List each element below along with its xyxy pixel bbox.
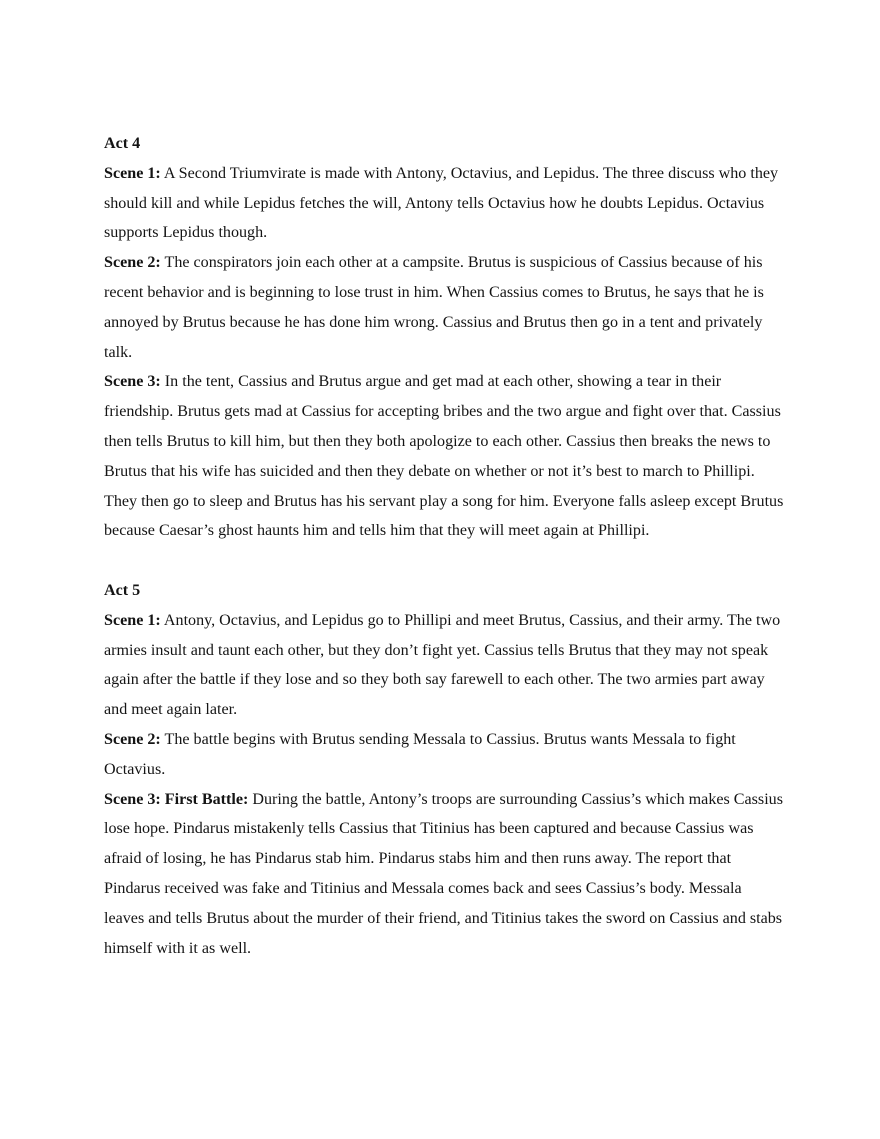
section-gap: [104, 546, 784, 576]
act-4-scene-1: [104, 159, 784, 248]
scene-label: Scene 3:: [104, 373, 161, 391]
scene-text: The conspirators join each other at a campsite. Brutus is suspicious of Cassius because of his recent behavior and is beginning to lose trust in him. When Cassius comes to Brutus, he says that he is annoyed by Brutus because he has done him wrong. Cassius and Brutus then go in a tent and privately talk.: [104, 254, 764, 361]
scene-label: Scene 2:: [104, 730, 161, 748]
act-5-scene-3: [104, 785, 784, 964]
scene-text: A Second Triumvirate is made with Antony, Octavius, and Lepidus. The three discuss who they should kill and while Lepidus fetches the will, Antony tells Octavius how he doubts Lepidus. Octavius supports Lepidus though.: [104, 164, 779, 242]
act-5-heading: Act 5: [104, 581, 141, 599]
act-5-scene-2: [104, 725, 784, 785]
act-5-scene-1: [104, 606, 784, 725]
scene-text: In the tent, Cassius and Brutus argue and get mad at each other, showing a tear in their friendship. Brutus gets mad at Cassius for accepting bribes and the two argue and fight over that. Cassius then tells Brutus to kill him, but then they both apologize to each other. Cassius then breaks the news to Brutus that his wife has suicided and then they debate on whether or not it’s best to march to Phillipi. They then go to sleep and Brutus has his servant play a song for him. Everyone falls asleep except Brutus because Caesar’s ghost haunts him and tells him that they will meet again at Phillipi.: [104, 373, 784, 540]
scene-label: Scene 3:: [104, 790, 161, 808]
scene-label: Scene 2:: [104, 254, 161, 272]
act-4-scene-3: [104, 367, 784, 546]
document-page: [104, 129, 784, 963]
scene-label: Scene 1:: [104, 164, 161, 182]
scene-text: Antony, Octavius, and Lepidus go to Phillipi and meet Brutus, Cassius, and their army. The two armies insult and taunt each other, but they don’t fight yet. Cassius tells Brutus that they may not speak again after the battle if they lose and so they both say farewell to each other. The two armies part away and meet again later.: [104, 611, 781, 719]
scene-label: Scene 1:: [104, 611, 161, 629]
act-4-scene-2: [104, 248, 784, 367]
act-4-heading: Act 4: [104, 135, 141, 152]
scene-text: The battle begins with Brutus sending Messala to Cassius. Brutus wants Messala to fight Octavius.: [104, 730, 736, 778]
scene-text: During the battle, Antony’s troops are surrounding Cassius’s which makes Cassius lose hope. Pindarus mistakenly tells Cassius that Titinius has been captured and because Cassius was afraid of losing, he has Pindarus stab him. Pindarus stabs him and then runs away. The report that Pindarus received was fake and Titinius and Messala comes back and sees Cassius’s body. Messala leaves and tells Brutus about the murder of their friend, and Titinius takes the sword on Cassius and stabs himself with it as well.: [104, 790, 783, 957]
scene-sublabel: First Battle:: [160, 790, 249, 808]
